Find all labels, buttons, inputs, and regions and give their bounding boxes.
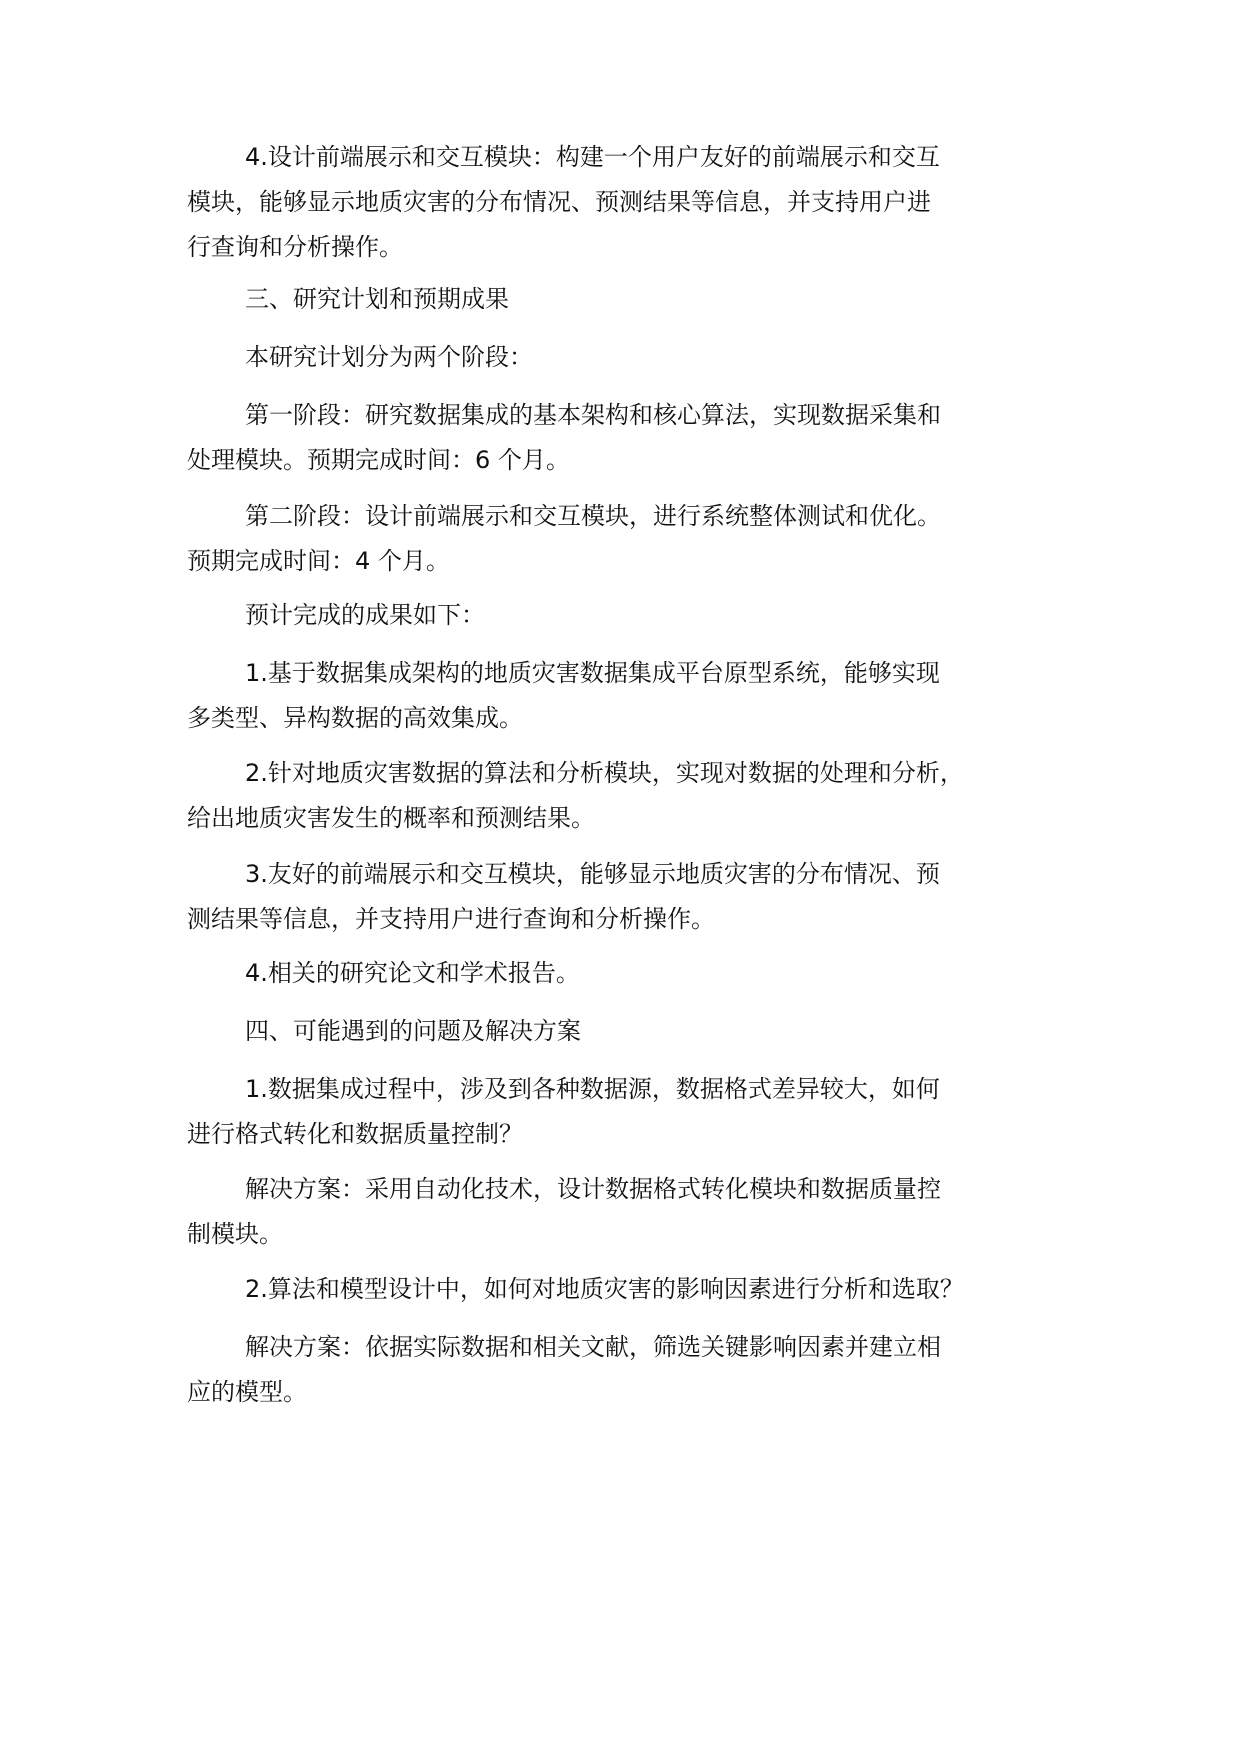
text-line: 应的模型。 bbox=[187, 1378, 307, 1406]
text-line: 本研究计划分为两个阶段： bbox=[245, 343, 533, 371]
paragraph-result-1 bbox=[187, 651, 1087, 741]
text-line: 1.基于数据集成架构的地质灾害数据集成平台原型系统，能够实现 bbox=[245, 659, 940, 687]
text-line: 给出地质灾害发生的概率和预测结果。 bbox=[187, 804, 595, 832]
heading-text: 四、可能遇到的问题及解决方案 bbox=[245, 1017, 581, 1045]
text-line: 第一阶段：研究数据集成的基本架构和核心算法，实现数据采集和 bbox=[245, 401, 941, 429]
paragraph-two-stages-intro bbox=[187, 335, 1087, 380]
text-line: 1.数据集成过程中，涉及到各种数据源，数据格式差异较大，如何 bbox=[245, 1075, 940, 1103]
paragraph-result-3 bbox=[187, 852, 1087, 942]
text-line: 3.友好的前端展示和交互模块，能够显示地质灾害的分布情况、预 bbox=[245, 860, 940, 888]
text-line: 进行格式转化和数据质量控制？ bbox=[187, 1120, 523, 1148]
paragraph-problem-1 bbox=[187, 1067, 1087, 1157]
text-line: 多类型、异构数据的高效集成。 bbox=[187, 704, 523, 732]
paragraph-problem-2 bbox=[187, 1267, 1087, 1312]
paragraph-solution-1 bbox=[187, 1167, 1087, 1257]
paragraph-stage-two bbox=[187, 494, 1087, 584]
text-line: 行查询和分析操作。 bbox=[187, 233, 403, 261]
text-line: 4.相关的研究论文和学术报告。 bbox=[245, 959, 580, 987]
paragraph-solution-2 bbox=[187, 1325, 1087, 1415]
paragraph-expected-results-intro bbox=[187, 593, 1087, 638]
text-line: 处理模块。预期完成时间：6 个月。 bbox=[187, 446, 570, 474]
text-line: 预期完成时间：4 个月。 bbox=[187, 547, 450, 575]
heading-text: 三、研究计划和预期成果 bbox=[245, 285, 509, 313]
text-line: 4.设计前端展示和交互模块：构建一个用户友好的前端展示和交互 bbox=[245, 143, 940, 171]
text-line: 2.算法和模型设计中，如何对地质灾害的影响因素进行分析和选取？ bbox=[245, 1275, 964, 1303]
paragraph-frontend-module bbox=[187, 135, 1087, 270]
text-line: 解决方案：依据实际数据和相关文献，筛选关键影响因素并建立相 bbox=[245, 1333, 941, 1361]
section-heading-research-plan bbox=[187, 277, 1087, 322]
text-line: 2.针对地质灾害数据的算法和分析模块，实现对数据的处理和分析， bbox=[245, 759, 964, 787]
text-line: 预计完成的成果如下： bbox=[245, 601, 485, 629]
text-line: 制模块。 bbox=[187, 1220, 283, 1248]
section-heading-problems bbox=[187, 1009, 1087, 1054]
text-line: 解决方案：采用自动化技术，设计数据格式转化模块和数据质量控 bbox=[245, 1175, 941, 1203]
text-line: 模块，能够显示地质灾害的分布情况、预测结果等信息，并支持用户进 bbox=[187, 188, 931, 216]
paragraph-stage-one bbox=[187, 393, 1087, 483]
paragraph-result-4 bbox=[187, 951, 1087, 996]
text-line: 测结果等信息，并支持用户进行查询和分析操作。 bbox=[187, 905, 715, 933]
text-line: 第二阶段：设计前端展示和交互模块，进行系统整体测试和优化。 bbox=[245, 502, 941, 530]
paragraph-result-2 bbox=[187, 751, 1087, 841]
